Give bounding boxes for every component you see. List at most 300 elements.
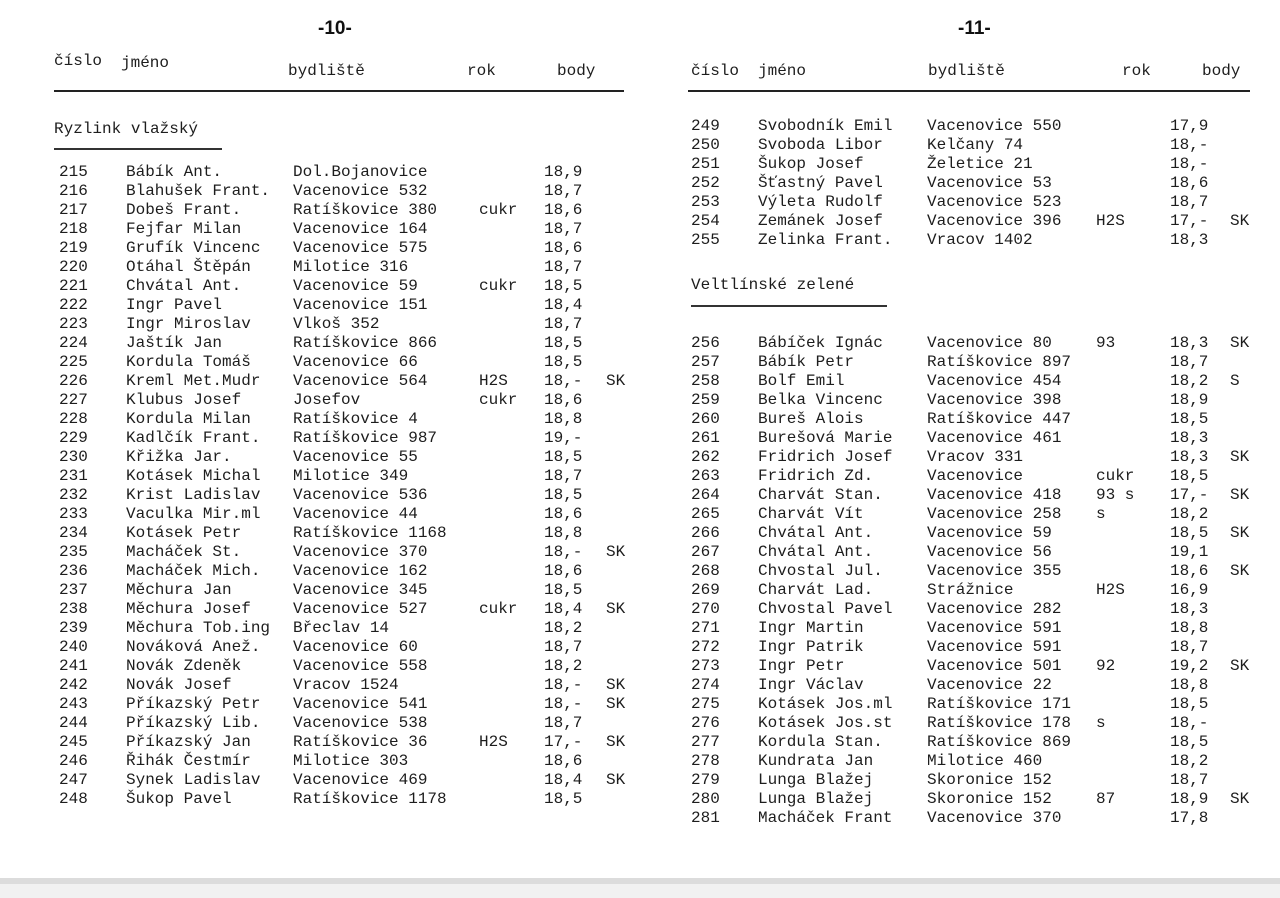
entry-residence: Skoronice 152 [927,790,1052,808]
entry-points: 18,5 [544,277,583,295]
entry-points: 18,6 [544,562,583,580]
table-row [691,467,1276,486]
entry-suffix: SK [1230,657,1250,675]
entry-number: 273 [691,657,720,675]
entry-name: Macháček Frant [758,809,893,827]
entry-residence: Vacenovice 22 [927,676,1052,694]
entry-residence: Vacenovice 550 [927,117,1062,135]
entry-note: H2S [479,372,508,390]
entry-name: Synek Ladislav [126,771,261,789]
entry-note: 93 s [1096,486,1135,504]
entry-list [59,163,639,809]
entry-residence: Ratíškovice 987 [293,429,438,447]
table-row [691,581,1276,600]
header-number: číslo [54,52,103,70]
entry-residence: Břeclav 14 [293,619,390,637]
entry-name: Ingr Martin [758,619,864,637]
entry-name: Příkazský Jan [126,733,251,751]
entry-name: Šukop Josef [758,155,864,173]
entry-residence: Ratíškovice 36 [293,733,428,751]
entry-residence: Ratíškovice 869 [927,733,1072,751]
entry-note: 87 [1096,790,1116,808]
entry-points: 18,5 [544,581,583,599]
entry-note: H2S [1096,581,1125,599]
entry-name: Příkazský Petr [126,695,261,713]
entry-name: Chvostal Jul. [758,562,883,580]
entry-number: 241 [59,657,88,675]
entry-suffix: S [1230,372,1240,390]
entry-residence: Vacenovice 558 [293,657,428,675]
entry-residence: Vacenovice 44 [293,505,418,523]
table-row [59,486,639,505]
entry-points: 18,5 [544,334,583,352]
entry-suffix: SK [1230,524,1250,542]
entry-number: 217 [59,201,88,219]
table-row [691,334,1276,353]
entry-points: 18,2 [544,657,583,675]
entry-points: 18,- [544,543,583,561]
entry-points: 18,6 [1170,174,1209,192]
entry-number: 219 [59,239,88,257]
entry-number: 258 [691,372,720,390]
table-row [59,296,639,315]
table-row [691,117,1276,136]
entry-points: 18,- [544,695,583,713]
entry-residence: Vacenovice 591 [927,638,1062,656]
entry-suffix: SK [1230,562,1250,580]
table-row [59,695,639,714]
entry-number: 225 [59,353,88,371]
entry-name: Měchura Josef [126,600,251,618]
entry-number: 230 [59,448,88,466]
entry-residence: Ratíškovice 1168 [293,524,447,542]
entry-note: H2S [1096,212,1125,230]
table-row [59,752,639,771]
entry-number: 248 [59,790,88,808]
entry-points: 17,8 [1170,809,1209,827]
entry-suffix: SK [606,372,626,390]
entry-number: 262 [691,448,720,466]
entry-residence: Kelčany 74 [927,136,1024,154]
entry-number: 257 [691,353,720,371]
entry-number: 274 [691,676,720,694]
entry-residence: Vacenovice 80 [927,334,1052,352]
entry-name: Šťastný Pavel [758,174,883,192]
table-row [691,695,1276,714]
entry-points: 18,5 [1170,733,1209,751]
table-row [59,372,639,391]
header-residence: bydliště [288,62,365,80]
entry-suffix: SK [1230,448,1250,466]
entry-name: Dobeš Frant. [126,201,242,219]
table-row [59,733,639,752]
entry-name: Lunga Blažej [758,790,874,808]
entry-number: 251 [691,155,720,173]
table-row [691,372,1276,391]
entry-number: 231 [59,467,88,485]
table-row [691,562,1276,581]
entry-number: 278 [691,752,720,770]
section-title: Ryzlink vlažský [54,120,199,138]
entry-name: Ingr Patrik [758,638,864,656]
entry-name: Jaštík Jan [126,334,223,352]
entry-number: 266 [691,524,720,542]
table-row [691,809,1276,828]
table-row [59,638,639,657]
entry-residence: Vacenovice 164 [293,220,428,238]
entry-residence: Josefov [293,391,361,409]
page-number: -10- [318,18,352,39]
entry-number: 250 [691,136,720,154]
table-row [59,524,639,543]
entry-residence: Ratíškovice 1178 [293,790,447,808]
entry-number: 275 [691,695,720,713]
entry-residence: Vacenovice 53 [927,174,1052,192]
entry-name: Ingr Václav [758,676,864,694]
entry-suffix: SK [1230,334,1250,352]
entry-number: 238 [59,600,88,618]
entry-residence: Ratíškovice 866 [293,334,438,352]
entry-note: cukr [479,201,518,219]
entry-residence: Vacenovice 162 [293,562,428,580]
entry-residence: Vacenovice 541 [293,695,428,713]
entry-points: 18,8 [1170,619,1209,637]
entry-points: 18,7 [544,182,583,200]
table-row [59,619,639,638]
table-row [691,155,1276,174]
entry-residence: Milotice 460 [927,752,1043,770]
entry-residence: Vacenovice 469 [293,771,428,789]
entry-name: Fridrich Zd. [758,467,874,485]
entry-name: Nováková Anež. [126,638,261,656]
entry-residence: Vacenovice 56 [927,543,1052,561]
table-row [59,505,639,524]
entry-name: Výleta Rudolf [758,193,883,211]
entry-number: 234 [59,524,88,542]
table-row [59,239,639,258]
entry-name: Novák Josef [126,676,232,694]
table-row [59,600,639,619]
entry-points: 16,9 [1170,581,1209,599]
entry-note: 93 [1096,334,1116,352]
entry-points: 17,- [544,733,583,751]
entry-residence: Vacenovice 151 [293,296,428,314]
entry-points: 17,9 [1170,117,1209,135]
entry-residence: Ratíškovice 171 [927,695,1072,713]
entry-residence: Vacenovice 532 [293,182,428,200]
entry-name: Macháček Mich. [126,562,261,580]
table-row [691,619,1276,638]
entry-note: H2S [479,733,508,751]
entry-name: Vaculka Mir.ml [126,505,261,523]
entry-points: 17,- [1170,486,1209,504]
section-title: Veltlínské zelené [691,276,855,294]
table-row [59,429,639,448]
table-row [691,429,1276,448]
entry-points: 18,7 [544,220,583,238]
entry-number: 246 [59,752,88,770]
entry-name: Kordula Milan [126,410,251,428]
entry-number: 281 [691,809,720,827]
entry-residence: Vacenovice 564 [293,372,428,390]
entry-residence: Strážnice [927,581,1014,599]
entry-points: 18,5 [1170,524,1209,542]
table-row [691,193,1276,212]
entry-points: 18,3 [1170,600,1209,618]
entry-name: Kotásek Jos.st [758,714,893,732]
entry-note: s [1096,505,1106,523]
entry-name: Chvátal Ant. [758,543,874,561]
entry-residence: Vacenovice 523 [927,193,1062,211]
entry-residence: Vracov 1402 [927,231,1033,249]
entry-number: 239 [59,619,88,637]
entry-number: 260 [691,410,720,428]
entry-number: 256 [691,334,720,352]
entry-number: 247 [59,771,88,789]
entry-number: 227 [59,391,88,409]
entry-points: 18,7 [544,638,583,656]
entry-residence: Ratíškovice 178 [927,714,1072,732]
page-bottom-shadow [0,884,1280,898]
entry-number: 265 [691,505,720,523]
entry-number: 245 [59,733,88,751]
entry-number: 267 [691,543,720,561]
entry-points: 18,5 [544,448,583,466]
entry-points: 18,6 [544,752,583,770]
entry-residence: Ratíškovice 447 [927,410,1072,428]
entry-suffix: SK [1230,486,1250,504]
entry-name: Řihák Čestmír [126,752,251,770]
entry-suffix: SK [1230,790,1250,808]
entry-points: 17,- [1170,212,1209,230]
entry-points: 18,5 [544,486,583,504]
entry-points: 18,4 [544,771,583,789]
table-row [59,334,639,353]
header-rule [688,90,1250,92]
entry-name: Bábík Petr [758,353,855,371]
entry-number: 277 [691,733,720,751]
entry-points: 18,5 [1170,695,1209,713]
entry-name: Zemánek Josef [758,212,883,230]
table-row [59,562,639,581]
table-row [691,448,1276,467]
entry-number: 237 [59,581,88,599]
table-row [59,353,639,372]
entry-number: 253 [691,193,720,211]
entry-residence: Vlkoš 352 [293,315,380,333]
entry-name: Fejfar Milan [126,220,242,238]
entry-number: 242 [59,676,88,694]
table-row [59,182,639,201]
entry-name: Otáhal Štěpán [126,258,251,276]
entry-number: 235 [59,543,88,561]
entry-points: 18,7 [544,258,583,276]
entry-residence: Vacenovice 59 [927,524,1052,542]
table-row [59,201,639,220]
entry-points: 18,7 [544,467,583,485]
entry-name: Krist Ladislav [126,486,261,504]
entry-number: 244 [59,714,88,732]
entry-name: Šukop Pavel [126,790,232,808]
entry-number: 264 [691,486,720,504]
table-row [59,220,639,239]
entry-suffix: SK [606,695,626,713]
entry-number: 215 [59,163,88,181]
entry-residence: Vacenovice 536 [293,486,428,504]
entry-points: 18,9 [544,163,583,181]
entry-residence: Ratíškovice 380 [293,201,438,219]
entry-name: Grufík Vincenc [126,239,261,257]
entry-number: 218 [59,220,88,238]
table-row [59,657,639,676]
table-row [59,771,639,790]
entry-number: 232 [59,486,88,504]
entry-name: Lunga Blažej [758,771,874,789]
entry-points: 18,3 [1170,334,1209,352]
entry-list-bottom [691,334,1276,828]
table-row [691,733,1276,752]
entry-points: 18,5 [544,790,583,808]
entry-residence: Vacenovice 355 [927,562,1062,580]
table-row [691,174,1276,193]
entry-number: 254 [691,212,720,230]
entry-name: Kotásek Petr [126,524,242,542]
header-year: rok [467,62,496,80]
entry-name: Kordula Tomáš [126,353,251,371]
entry-name: Kundrata Jan [758,752,874,770]
entry-points: 18,6 [544,505,583,523]
entry-residence: Vacenovice 59 [293,277,418,295]
entry-name: Kotásek Michal [126,467,261,485]
table-row [691,505,1276,524]
entry-number: 271 [691,619,720,637]
entry-note: s [1096,714,1106,732]
entry-residence: Vacenovice 418 [927,486,1062,504]
header-number: číslo [691,62,740,80]
table-row [59,410,639,429]
entry-points: 18,7 [544,714,583,732]
entry-number: 223 [59,315,88,333]
entry-residence: Želetice 21 [927,155,1033,173]
entry-points: 18,8 [1170,676,1209,694]
table-row [59,258,639,277]
table-row [691,353,1276,372]
entry-suffix: SK [606,600,626,618]
entry-number: 226 [59,372,88,390]
table-row [691,600,1276,619]
entry-name: Klubus Josef [126,391,242,409]
entry-residence: Milotice 303 [293,752,409,770]
entry-residence: Vacenovice 461 [927,429,1062,447]
entry-name: Macháček St. [126,543,242,561]
table-row [691,486,1276,505]
entry-name: Svobodník Emil [758,117,893,135]
entry-residence: Vacenovice [927,467,1024,485]
entry-residence: Vacenovice 55 [293,448,418,466]
entry-residence: Vacenovice 66 [293,353,418,371]
table-row [59,315,639,334]
entry-residence: Dol.Bojanovice [293,163,428,181]
entry-points: 18,3 [1170,231,1209,249]
entry-residence: Skoronice 152 [927,771,1052,789]
entry-points: 18,3 [1170,448,1209,466]
entry-name: Ingr Miroslav [126,315,251,333]
entry-points: 18,5 [544,353,583,371]
entry-residence: Vacenovice 575 [293,239,428,257]
entry-number: 233 [59,505,88,523]
entry-name: Svoboda Libor [758,136,883,154]
entry-name: Bábíček Ignác [758,334,883,352]
entry-residence: Vacenovice 398 [927,391,1062,409]
entry-note: cukr [479,600,518,618]
entry-residence: Vacenovice 591 [927,619,1062,637]
entry-points: 18,6 [544,201,583,219]
entry-residence: Vacenovice 258 [927,505,1062,523]
table-row [691,752,1276,771]
header-rule [54,90,624,92]
entry-points: 18,- [1170,714,1209,732]
entry-points: 18,7 [1170,353,1209,371]
header-points: body [557,62,596,80]
section-rule [54,148,222,150]
entry-number: 220 [59,258,88,276]
entry-name: Křižka Jar. [126,448,232,466]
entry-suffix: SK [606,543,626,561]
entry-points: 18,3 [1170,429,1209,447]
entry-number: 263 [691,467,720,485]
entry-number: 236 [59,562,88,580]
entry-number: 229 [59,429,88,447]
entry-name: Kreml Met.Mudr [126,372,261,390]
table-row [691,212,1276,231]
entry-name: Chvostal Pavel [758,600,893,618]
entry-note: 92 [1096,657,1116,675]
entry-points: 18,5 [1170,467,1209,485]
entry-name: Ingr Petr [758,657,845,675]
header-name: jméno [758,62,807,80]
entry-residence: Vacenovice 454 [927,372,1062,390]
entry-name: Chvátal Ant. [126,277,242,295]
entry-points: 18,2 [1170,752,1209,770]
entry-points: 18,8 [544,524,583,542]
table-row [691,524,1276,543]
entry-points: 19,1 [1170,543,1209,561]
entry-points: 18,2 [544,619,583,637]
entry-number: 252 [691,174,720,192]
entry-points: 18,2 [1170,372,1209,390]
entry-points: 18,5 [1170,410,1209,428]
table-row [59,790,639,809]
entry-suffix: SK [606,676,626,694]
entry-number: 222 [59,296,88,314]
entry-name: Burešová Marie [758,429,893,447]
entry-residence: Vacenovice 538 [293,714,428,732]
header-residence: bydliště [928,62,1005,80]
entry-points: 18,6 [544,239,583,257]
table-row [691,391,1276,410]
entry-points: 18,9 [1170,391,1209,409]
table-row [691,714,1276,733]
entry-residence: Vracov 1524 [293,676,399,694]
entry-points: 18,7 [1170,771,1209,789]
table-row [59,467,639,486]
table-row [691,638,1276,657]
table-row [691,410,1276,429]
entry-number: 270 [691,600,720,618]
entry-number: 272 [691,638,720,656]
table-row [59,714,639,733]
table-row [691,657,1276,676]
